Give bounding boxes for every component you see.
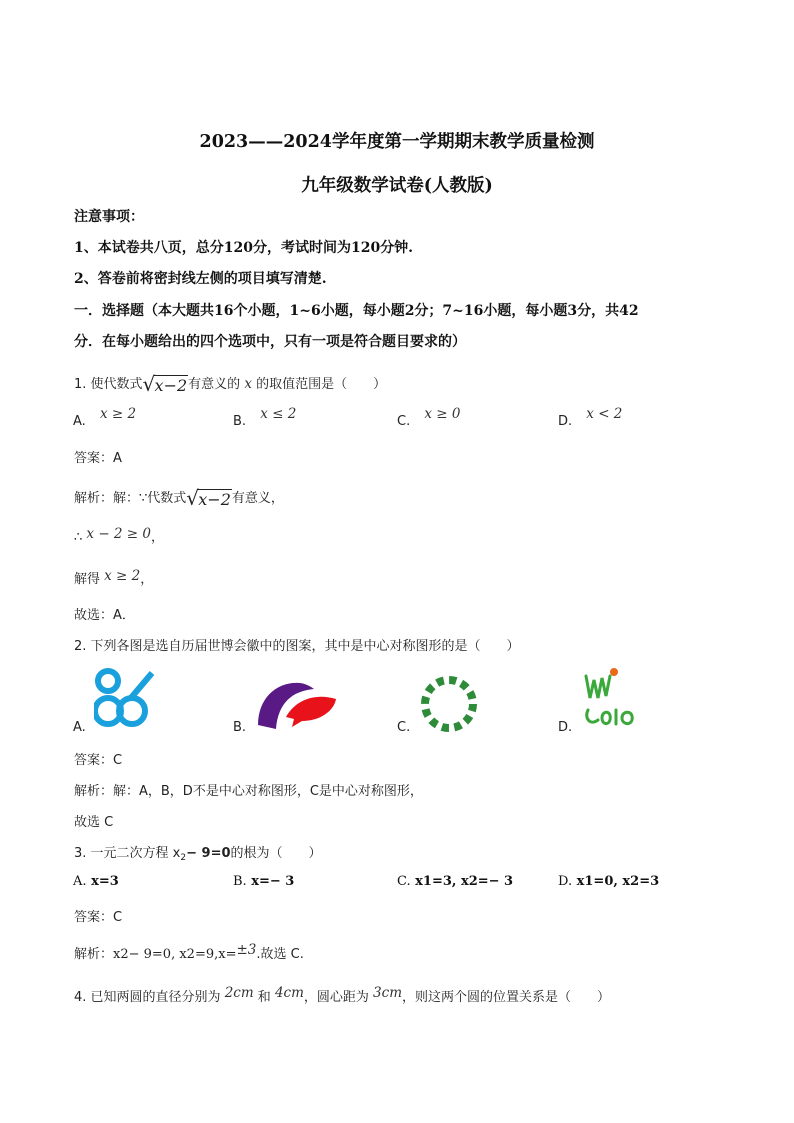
q3-option-c-x1: x1=3, bbox=[415, 874, 457, 889]
q3-option-b-text: x=− 3 bbox=[251, 874, 295, 889]
q1-step-2-prefix: 解得 bbox=[74, 572, 101, 587]
q3-option-a-text: x=3 bbox=[91, 874, 119, 889]
q3-option-c[interactable] bbox=[397, 874, 513, 889]
q1-step-2 bbox=[74, 568, 153, 587]
notes-item-2: 2、答卷前将密封线左侧的项目填写清楚. bbox=[74, 271, 327, 287]
q1-conclusion: 故选：A． bbox=[74, 608, 135, 623]
question-1-stem bbox=[74, 373, 386, 395]
q4-and: 和 bbox=[257, 990, 271, 1005]
logo-a-stroke bbox=[130, 673, 152, 699]
notes-heading: 注意事项： bbox=[74, 209, 144, 225]
logo-c-dashed-ring bbox=[425, 680, 473, 728]
q3-option-b[interactable] bbox=[233, 874, 294, 889]
q3-option-c-x2: x2=− 3 bbox=[460, 874, 514, 889]
q1-radicand: x−2 bbox=[154, 376, 188, 395]
q3-stem-prefix: 3. 一元二次方程 x bbox=[74, 846, 181, 861]
q4-d1: 2cm bbox=[224, 985, 254, 1001]
q1-option-b-label: B. bbox=[233, 414, 247, 429]
section-heading-line1: 一．选择题（本大题共16个小题，1~6小题，每小题2分；7~16小题，每小题3分，共42 bbox=[74, 303, 639, 319]
q3-option-d-label: D. bbox=[558, 874, 573, 889]
q1-option-a[interactable] bbox=[73, 406, 137, 429]
q1-step-1-tail: ， bbox=[151, 530, 165, 545]
expo-2010-logo bbox=[580, 662, 642, 734]
q4-suffix: ，则这两个圆的位置关系是（ ） bbox=[402, 990, 611, 1005]
q1-option-a-label: A. bbox=[73, 414, 86, 429]
q1-sol-prefix: 解析：解：∵代数式 bbox=[74, 491, 187, 506]
q3-option-d[interactable] bbox=[558, 874, 659, 889]
logo-d-figure bbox=[586, 676, 610, 698]
q2-option-b-label[interactable]: B. bbox=[233, 720, 247, 735]
q1-option-d[interactable] bbox=[558, 406, 623, 429]
q1-option-d-label: D. bbox=[558, 414, 573, 429]
q3-option-a-label: A. bbox=[73, 874, 87, 889]
q1-answer: 答案：A bbox=[74, 451, 122, 466]
q2-option-c-label[interactable]: C. bbox=[397, 720, 411, 735]
q3-stem-exponent: 2 bbox=[180, 853, 187, 863]
logo-d-orange-dot bbox=[610, 668, 618, 676]
q3-option-a[interactable] bbox=[73, 874, 119, 889]
q1-step-2-expr: x ≥ 2 bbox=[104, 568, 141, 584]
q1-step-1 bbox=[74, 526, 164, 545]
q1-sol-radical: √ x−2 bbox=[186, 486, 231, 510]
exam-title: 2023——2024学年度第一学期期末教学质量检测 bbox=[199, 132, 595, 152]
q2-answer: 答案：C bbox=[74, 753, 123, 768]
expo-b-logo bbox=[256, 677, 338, 733]
q4-d2: 4cm bbox=[274, 985, 304, 1001]
q3-option-b-label: B. bbox=[233, 874, 247, 889]
q1-option-c-label: C. bbox=[397, 414, 411, 429]
q1-mid: 有意义的 bbox=[188, 377, 241, 392]
q1-prefix: 1. 使代数式 bbox=[74, 377, 143, 392]
therefore-symbol: ∴ bbox=[74, 530, 83, 545]
q3-sol-text: x2− 9=0, x2=9,x= bbox=[113, 947, 237, 962]
q3-stem-eq: − 9=0 bbox=[186, 846, 231, 861]
q1-option-c[interactable] bbox=[397, 406, 461, 429]
notes-item-1: 1、本试卷共八页，总分120分，考试时间为120分钟. bbox=[74, 240, 414, 256]
q1-sol-radicand: x−2 bbox=[198, 490, 231, 509]
q2-solution: 解析：解：A，B，D不是中心对称图形，C是中心对称图形， bbox=[74, 784, 423, 799]
q1-option-d-expr: x < 2 bbox=[586, 406, 623, 422]
q4-mid: ，圆心距为 bbox=[303, 990, 369, 1005]
q1-sol-suffix: 有意义， bbox=[231, 491, 284, 506]
q2-option-a-label[interactable]: A. bbox=[73, 720, 86, 735]
expo-1986-logo bbox=[94, 667, 162, 733]
question-2-stem: 2. 下列各图是选自历届世博会徽中的图案，其中是中心对称图形的是（ ） bbox=[74, 639, 520, 654]
q4-prefix: 4. 已知两圆的直径分别为 bbox=[74, 990, 221, 1005]
q3-sol-pm: ±3 bbox=[236, 942, 257, 958]
logo-d-0 bbox=[602, 712, 610, 723]
q1-solution bbox=[74, 487, 284, 509]
q3-option-d-x2: x2=3 bbox=[622, 874, 660, 889]
q1-suffix: 的取值范围是（ ） bbox=[256, 377, 387, 392]
q1-radical: √ x−2 bbox=[142, 372, 188, 396]
q3-sol-tail: .故选 C. bbox=[256, 947, 304, 962]
q1-option-b[interactable] bbox=[233, 406, 297, 429]
q1-option-b-expr: x ≤ 2 bbox=[260, 406, 297, 422]
q2-option-d-label[interactable]: D. bbox=[558, 720, 573, 735]
exam-subtitle: 九年级数学试卷(人教版) bbox=[301, 176, 493, 196]
q3-option-c-label: C. bbox=[397, 874, 411, 889]
logo-d-2 bbox=[587, 710, 598, 722]
question-4-stem bbox=[74, 986, 610, 1005]
q1-var: x bbox=[244, 376, 252, 392]
q3-stem-suffix: 的根为（ ） bbox=[230, 846, 322, 861]
q1-step-2-tail: ， bbox=[140, 572, 154, 587]
q4-dist: 3cm bbox=[373, 985, 402, 1001]
logo-d-0b bbox=[622, 712, 632, 723]
logo-a-ring-1 bbox=[98, 671, 118, 691]
q2-conclusion: 故选 C bbox=[74, 815, 114, 830]
question-3-stem bbox=[74, 842, 322, 863]
q3-answer: 答案：C bbox=[74, 910, 123, 925]
expo-c-logo bbox=[418, 673, 480, 735]
section-heading-line2: 分．在每小题给出的四个选项中，只有一项是符合题目要求的） bbox=[74, 334, 466, 350]
logo-b-red-shape bbox=[286, 697, 336, 727]
q3-sol-prefix: 解析： bbox=[74, 947, 114, 962]
q1-step-1-expr: x − 2 ≥ 0 bbox=[86, 526, 152, 542]
q3-option-d-x1: x1=0, bbox=[576, 874, 618, 889]
q1-option-c-expr: x ≥ 0 bbox=[424, 406, 461, 422]
q1-option-a-expr: x ≥ 2 bbox=[99, 406, 137, 422]
q3-solution bbox=[74, 943, 304, 962]
